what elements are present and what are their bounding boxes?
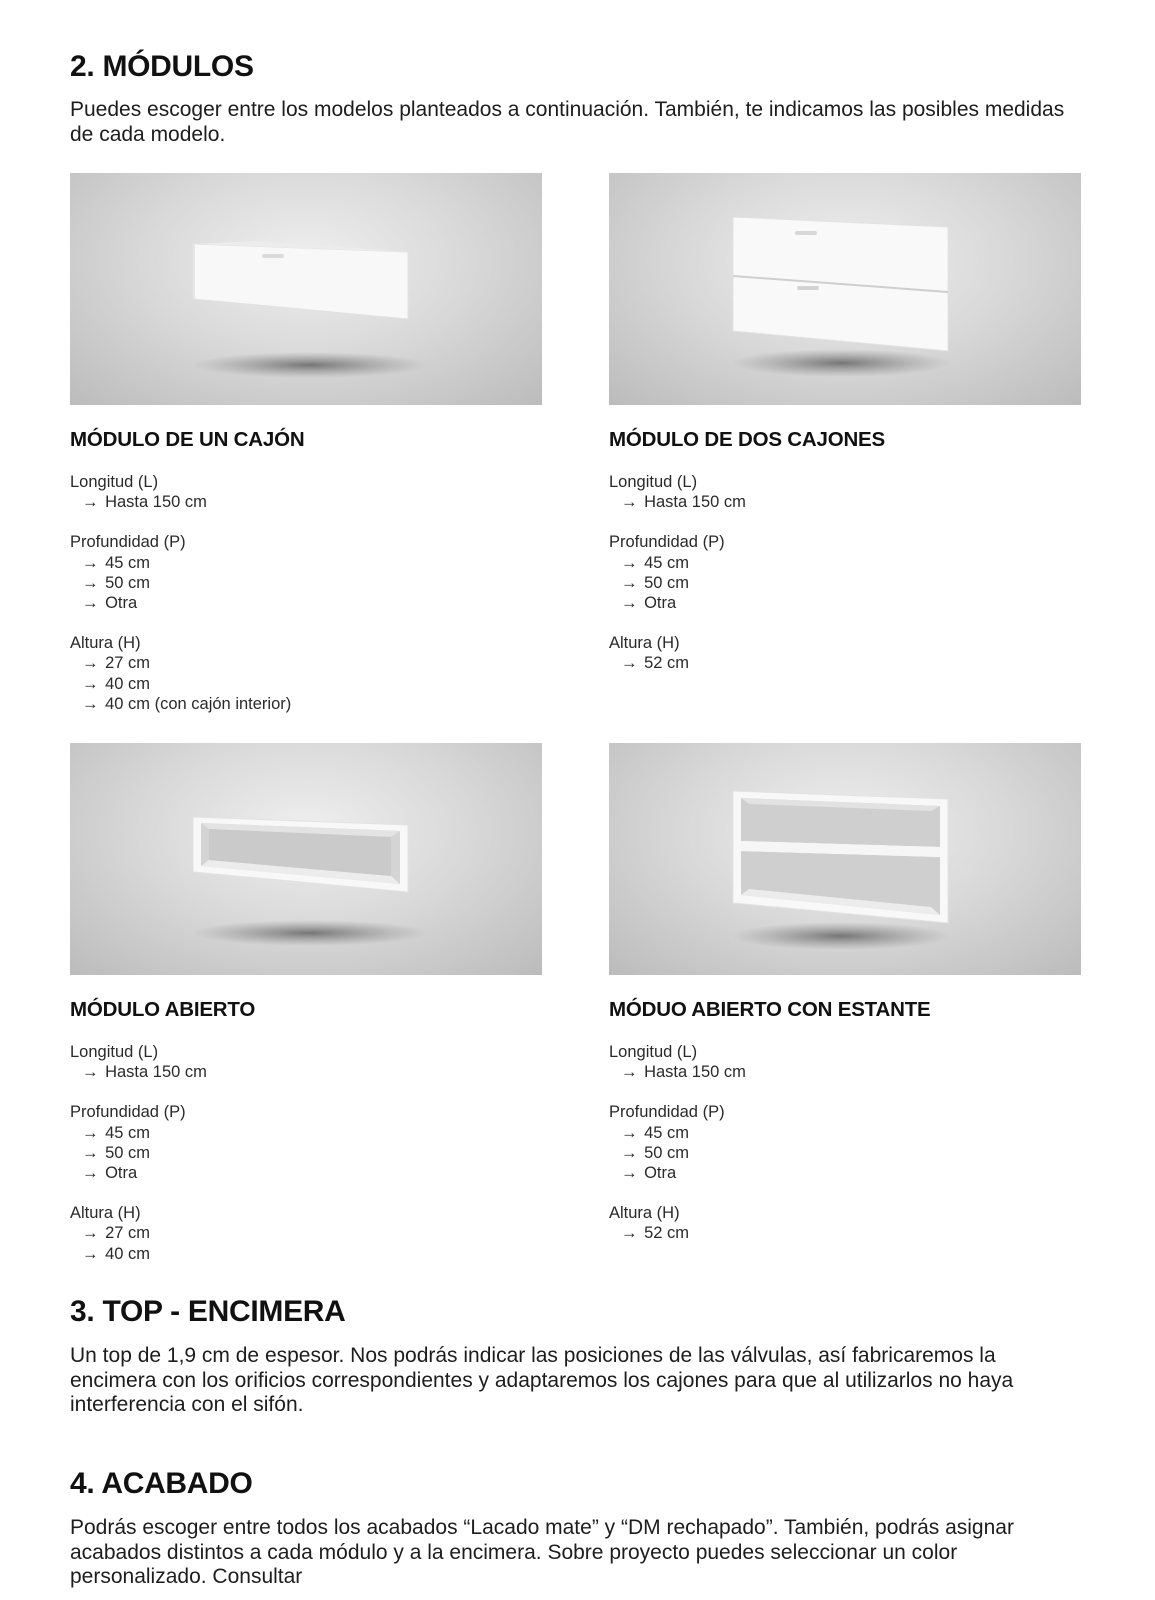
arrow-right-icon: → (82, 493, 99, 512)
spec-label: Longitud (L) (70, 1043, 159, 1061)
one-drawer-module-icon (70, 173, 542, 405)
spec-option: → Otra (621, 1164, 677, 1183)
arrow-right-icon: → (621, 1224, 638, 1243)
section-text-acabado: Podrás escoger entre todos los acabados “Lacado mate” y “DM rechapado”. También, podrás asignar acabados distintos a cada módulo y a la encimera. Sobre proyecto puedes seleccionar un color personalizado. Consultar (70, 1516, 1014, 1588)
arrow-right-icon: → (82, 1123, 99, 1142)
spec-option: → 45 cm (621, 1123, 690, 1142)
module-specs-open (70, 1042, 207, 1284)
spec-length (609, 1042, 746, 1082)
spec-height (609, 633, 746, 673)
module-photo-open (70, 743, 542, 975)
spec-label: Altura (H) (609, 1204, 680, 1223)
arrow-right-icon: → (621, 553, 638, 572)
spec-depth (70, 532, 291, 613)
spec-option: → 50 cm (621, 573, 690, 592)
spec-length (609, 472, 746, 512)
spec-option: → 52 cm (621, 1224, 690, 1243)
spec-height (70, 633, 291, 714)
spec-option: → 50 cm (82, 573, 151, 592)
spec-option: → 50 cm (621, 1143, 690, 1162)
spec-label: Profundidad (P) (70, 1103, 186, 1122)
spec-option: → 40 cm (82, 1244, 151, 1263)
spec-label: Altura (H) (70, 1204, 141, 1223)
arrow-right-icon: → (82, 674, 99, 693)
arrow-right-icon: → (82, 694, 99, 713)
spec-label: Altura (H) (70, 634, 141, 653)
arrow-right-icon: → (82, 1063, 99, 1082)
open-module-icon (70, 743, 542, 975)
section-text-top: Un top de 1,9 cm de espesor. Nos podrás indicar las posiciones de las válvulas, así fabricaremos la encimera con los orificios correspondientes y adaptaremos los cajones para que al utilizarlos no haya interferencia con el sifón. (70, 1344, 1014, 1416)
section-title-acabado: 4. ACABADO (70, 1467, 253, 1500)
spec-label: Longitud (L) (609, 1043, 698, 1061)
spec-option: → Hasta 150 cm (82, 493, 207, 512)
module-name-open-shelf: MÓDUO ABIERTO CON ESTANTE (609, 998, 931, 1021)
spec-label: Profundidad (P) (609, 533, 725, 552)
spec-option: → Hasta 150 cm (82, 1063, 207, 1082)
spec-label: Profundidad (P) (70, 533, 186, 552)
section-title-top: 3. TOP - ENCIMERA (70, 1295, 346, 1328)
spec-option: → Otra (82, 1164, 138, 1183)
module-specs-one-drawer (70, 472, 291, 734)
arrow-right-icon: → (621, 1143, 638, 1162)
arrow-right-icon: → (621, 654, 638, 673)
spec-option: → 45 cm (82, 1123, 151, 1142)
module-photo-open-shelf (609, 743, 1081, 975)
arrow-right-icon: → (82, 553, 99, 572)
spec-depth (70, 1102, 207, 1183)
spec-option: → Hasta 150 cm (621, 493, 746, 512)
arrow-right-icon: → (621, 1164, 638, 1183)
spec-height (609, 1203, 746, 1243)
spec-length (70, 472, 291, 512)
spec-label: Profundidad (P) (609, 1103, 725, 1122)
spec-option: → 27 cm (82, 654, 151, 673)
arrow-right-icon: → (82, 1164, 99, 1183)
spec-option: → Otra (621, 594, 677, 613)
arrow-right-icon: → (82, 1244, 99, 1263)
module-specs-open-shelf (609, 1042, 746, 1264)
arrow-right-icon: → (82, 654, 99, 673)
spec-label: Longitud (L) (609, 473, 698, 491)
open-shelf-module-icon (609, 743, 1081, 975)
spec-option: → Otra (82, 594, 138, 613)
module-specs-two-drawers (609, 472, 746, 694)
spec-option: → 45 cm (621, 553, 690, 572)
arrow-right-icon: → (82, 594, 99, 613)
module-name-two-drawers: MÓDULO DE DOS CAJONES (609, 428, 885, 451)
spec-height (70, 1203, 207, 1264)
section-text-modulos: Puedes escoger entre los modelos planteados a continuación. También, te indicamos las posibles medidas de cada modelo. (70, 98, 1065, 146)
module-name-one-drawer: MÓDULO DE UN CAJÓN (70, 428, 305, 451)
module-photo-one-drawer (70, 173, 542, 405)
module-photo-two-drawers (609, 173, 1081, 405)
module-name-open: MÓDULO ABIERTO (70, 998, 256, 1021)
arrow-right-icon: → (621, 493, 638, 512)
spec-label: Altura (H) (609, 634, 680, 653)
spec-option: → 40 cm (82, 674, 151, 693)
spec-option: → 52 cm (621, 654, 690, 673)
arrow-right-icon: → (621, 1123, 638, 1142)
arrow-right-icon: → (82, 1143, 99, 1162)
spec-option: → 27 cm (82, 1224, 151, 1243)
arrow-right-icon: → (621, 594, 638, 613)
arrow-right-icon: → (621, 573, 638, 592)
arrow-right-icon: → (621, 1063, 638, 1082)
spec-depth (609, 1102, 746, 1183)
two-drawer-module-icon (609, 173, 1081, 405)
spec-depth (609, 532, 746, 613)
spec-option: → 50 cm (82, 1143, 151, 1162)
spec-option: → 45 cm (82, 553, 151, 572)
spec-label: Longitud (L) (70, 473, 159, 491)
section-title-modulos: 2. MÓDULOS (70, 50, 254, 83)
spec-option: → 40 cm (con cajón interior) (82, 694, 292, 713)
arrow-right-icon: → (82, 1224, 99, 1243)
spec-length (70, 1042, 207, 1082)
spec-option: → Hasta 150 cm (621, 1063, 746, 1082)
arrow-right-icon: → (82, 573, 99, 592)
